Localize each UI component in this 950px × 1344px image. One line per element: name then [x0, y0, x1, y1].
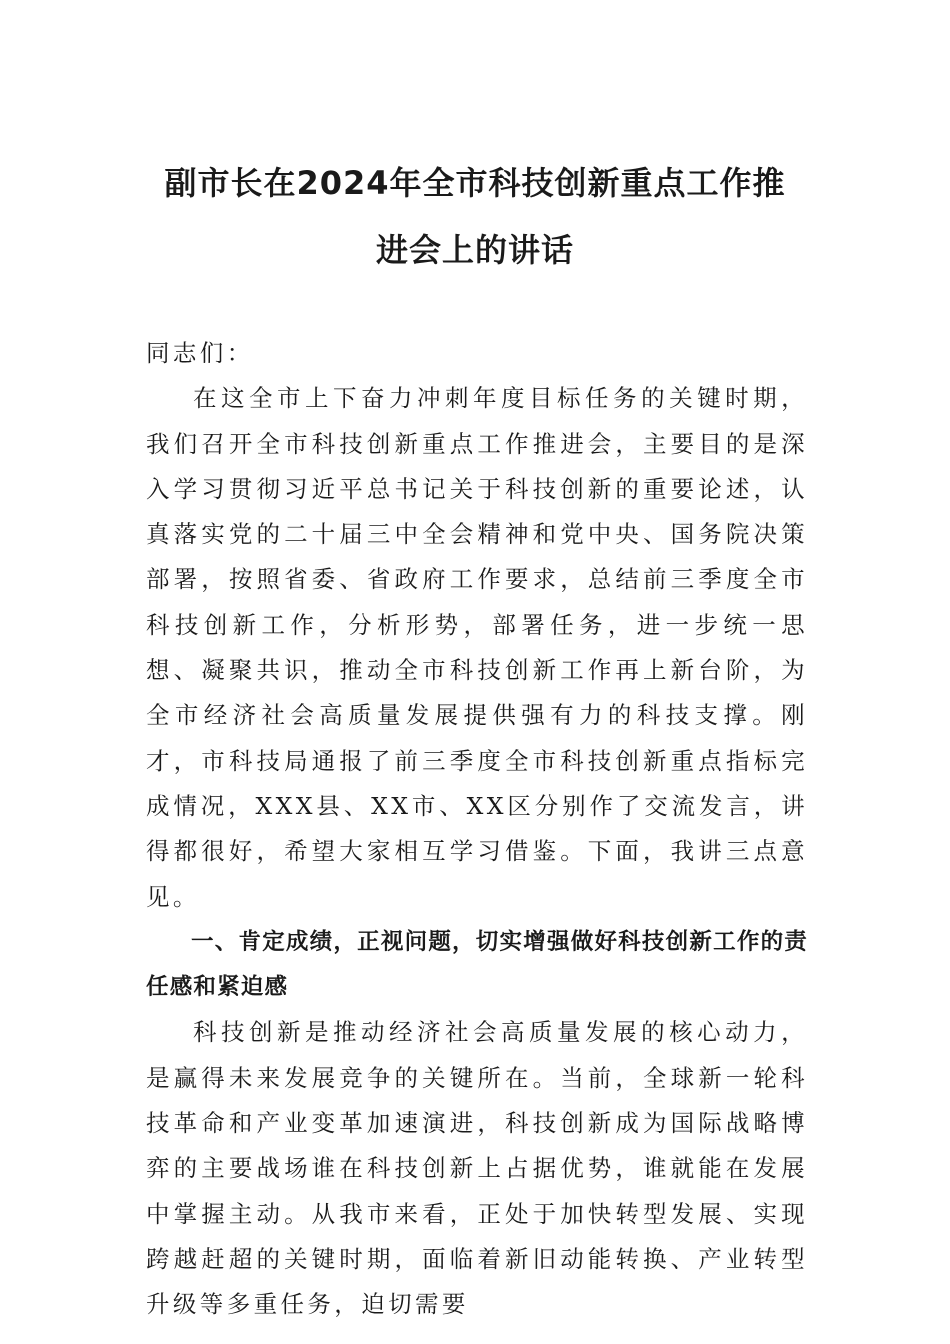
body-paragraph-2: 科技创新是推动经济社会高质量发展的核心动力，是赢得未来发展竞争的关键所在。当前，全球新一轮科技革命和产业变革加速演进，科技创新成为国际战略博弈的主要战场谁在科技创新上占据优势，谁就能在发展中掌握主动。从我市来看，正处于加快转型发展、实现跨越赶超的关键时期，面临着新旧动能转换、产业转型升级等多重任务，迫切需要	[146, 1018, 808, 1319]
body-paragraph-1: 在这全市上下奋力冲刺年度目标任务的关键时期，我们召开全市科技创新重点工作推进会，主要目的是深入学习贯彻习近平总书记关于科技创新的重要论述，认真落实党的二十届三中全会精神和党中央、国务院决策部署，按照省委、省政府工作要求，总结前三季度全市科技创新工作，分析形势，部署任务，进一步统一思想、凝聚共识，推动全市科技创新工作再上新台阶，为全市经济社会高质量发展提供强有力的科技支撑。刚才，市科技局通报了前三季度全市科技创新重点指标完成情况，XXX县、XX市、XX区分别作了交流发言，讲得都很好，希望大家相互学习借鉴。下面，我讲三点意见。	[146, 384, 808, 911]
document-title-line-1: 副市长在2024年全市科技创新重点工作推	[164, 164, 786, 202]
salutation: 同志们：	[146, 339, 254, 367]
section-heading-1: 一、肯定成绩，正视问题，切实增强做好科技创新工作的责任感和紧迫感	[146, 928, 808, 1001]
document-title-line-2: 进会上的讲话	[375, 231, 574, 269]
document-body	[146, 331, 808, 1328]
